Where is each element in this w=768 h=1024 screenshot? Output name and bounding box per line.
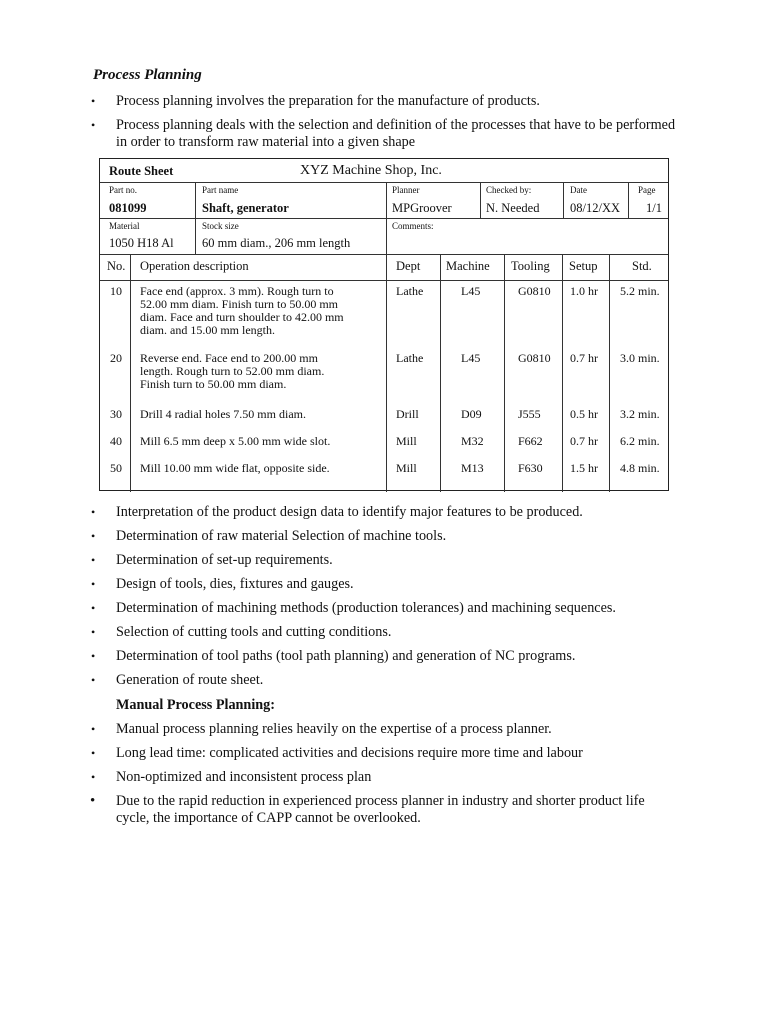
row-tooling: J555	[518, 407, 541, 421]
row-no: 30	[110, 407, 122, 421]
list-item	[0, 504, 676, 521]
row-desc-line: 52.00 mm diam. Finish turn to 50.00 mm	[140, 297, 339, 311]
list-item	[0, 600, 676, 617]
bullet-text: Determination of machining methods (production tolerances) and machining sequences.	[116, 600, 616, 616]
material-value: 1050 H18 Al	[109, 236, 174, 250]
bullet-icon: •	[91, 746, 96, 760]
row-desc-line: Finish turn to 50.00 mm diam.	[140, 377, 287, 391]
bullet-icon: •	[91, 601, 96, 615]
row-std: 4.8 min.	[620, 461, 660, 475]
row-tooling: G0810	[518, 284, 551, 298]
manual-process-planning-heading: Manual Process Planning:	[116, 697, 275, 713]
bullet-icon: •	[91, 553, 96, 567]
list-item	[0, 721, 676, 738]
col-header-machine: Machine	[446, 259, 490, 273]
col-header-setup: Setup	[569, 259, 598, 273]
list-item	[0, 624, 676, 641]
part-name-value: Shaft, generator	[202, 201, 289, 215]
bullet-text: Long lead time: complicated activities and decisions require more time and labour	[116, 745, 583, 761]
row-setup: 0.7 hr	[570, 351, 598, 365]
list-item	[0, 552, 676, 569]
part-no-value: 081099	[109, 201, 147, 215]
list-item	[0, 745, 676, 762]
row-machine: M13	[461, 461, 484, 475]
bullet-text: Generation of route sheet.	[116, 672, 264, 688]
row-setup: 0.7 hr	[570, 434, 598, 448]
row-no: 10	[110, 284, 122, 298]
bullet-icon: •	[91, 118, 96, 132]
row-std: 5.2 min.	[620, 284, 660, 298]
bullet-text: Process planning involves the preparation for the manufacture of products.	[116, 93, 540, 109]
part-no-label: Part no.	[109, 185, 137, 195]
bullet-icon: •	[90, 793, 96, 809]
row-dept: Mill	[396, 434, 417, 448]
row-machine: L45	[461, 351, 481, 365]
route-sheet-table	[99, 158, 669, 491]
row-dept: Drill	[396, 407, 419, 421]
bullet-text: Process planning deals with the selection and definition of the processes that have to be performed in order to transform raw material into a given shape	[116, 117, 676, 150]
date-value: 08/12/XX	[570, 201, 620, 215]
row-desc-line: Mill 10.00 mm wide flat, opposite side.	[140, 461, 330, 475]
col-header-dept: Dept	[396, 259, 421, 273]
route-sheet-title: Route Sheet	[109, 164, 174, 178]
list-item	[0, 648, 676, 665]
row-setup: 0.5 hr	[570, 407, 598, 421]
planner-label: Planner	[392, 185, 420, 195]
bullet-text: Determination of raw material Selection of machine tools.	[116, 528, 447, 544]
row-desc-line: Drill 4 radial holes 7.50 mm diam.	[140, 407, 306, 421]
row-no: 20	[110, 351, 122, 365]
col-header-std: Std.	[632, 259, 652, 273]
row-setup: 1.5 hr	[570, 461, 598, 475]
bullet-icon: •	[91, 625, 96, 639]
part-name-label: Part name	[202, 185, 239, 195]
row-desc-line: length. Rough turn to 52.00 mm diam.	[140, 364, 325, 378]
list-item	[0, 672, 676, 689]
row-std: 3.2 min.	[620, 407, 660, 421]
bullet-icon: •	[91, 649, 96, 663]
company-name: XYZ Machine Shop, Inc.	[300, 163, 442, 178]
stock-size-value: 60 mm diam., 206 mm length	[202, 236, 351, 250]
process-steps-list	[0, 504, 768, 696]
row-std: 3.0 min.	[620, 351, 660, 365]
list-item	[0, 528, 676, 545]
bullet-text: Interpretation of the product design data to identify major features to be produced.	[116, 504, 583, 520]
row-std: 6.2 min.	[620, 434, 660, 448]
checked-by-value: N. Needed	[486, 201, 540, 215]
row-machine: L45	[461, 284, 481, 298]
list-item	[0, 793, 676, 827]
list-item	[0, 576, 676, 593]
bullet-icon: •	[91, 770, 96, 784]
row-no: 40	[110, 434, 122, 448]
bullet-text: Non-optimized and inconsistent process plan	[116, 769, 372, 785]
row-desc-line: diam. Face and turn shoulder to 42.00 mm	[140, 310, 344, 324]
bullet-text: Selection of cutting tools and cutting conditions.	[116, 624, 392, 640]
manual-planning-list	[0, 721, 768, 834]
list-item	[0, 117, 676, 151]
col-header-tooling: Tooling	[511, 259, 550, 273]
col-header-no: No.	[107, 259, 126, 273]
row-tooling: F630	[518, 461, 543, 475]
col-header-operation: Operation description	[140, 259, 249, 273]
row-desc-line: diam. and 15.00 mm length.	[140, 323, 275, 337]
page-label: Page	[638, 185, 656, 195]
planner-value: MPGroover	[392, 201, 452, 215]
bullet-text: Due to the rapid reduction in experienced process planner in industry and shorter product life cycle, the importance of CAPP cannot be overlooked.	[116, 793, 645, 826]
row-machine: D09	[461, 407, 482, 421]
bullet-icon: •	[91, 529, 96, 543]
bullet-text: Determination of tool paths (tool path planning) and generation of NC programs.	[116, 648, 576, 664]
stock-size-label: Stock size	[202, 221, 239, 231]
bullet-icon: •	[91, 94, 96, 108]
row-desc-line: Mill 6.5 mm deep x 5.00 mm wide slot.	[140, 434, 331, 448]
page-heading: Process Planning	[93, 67, 202, 83]
intro-bullet-list	[0, 93, 768, 158]
row-dept: Mill	[396, 461, 417, 475]
bullet-text: Manual process planning relies heavily on the expertise of a process planner.	[116, 721, 552, 737]
bullet-icon: •	[91, 505, 96, 519]
row-desc-line: Reverse end. Face end to 200.00 mm	[140, 351, 318, 365]
bullet-icon: •	[91, 577, 96, 591]
page-value: 1/1	[646, 201, 662, 215]
bullet-text: Design of tools, dies, fixtures and gauges.	[116, 576, 354, 592]
bullet-icon: •	[91, 673, 96, 687]
comments-label: Comments:	[392, 221, 434, 231]
row-machine: M32	[461, 434, 484, 448]
bullet-icon: •	[91, 722, 96, 736]
row-no: 50	[110, 461, 122, 475]
row-dept: Lathe	[396, 284, 424, 298]
date-label: Date	[570, 185, 587, 195]
list-item	[0, 93, 676, 110]
row-tooling: G0810	[518, 351, 551, 365]
row-desc-line: Face end (approx. 3 mm). Rough turn to	[140, 284, 334, 298]
row-setup: 1.0 hr	[570, 284, 598, 298]
row-dept: Lathe	[396, 351, 424, 365]
bullet-text: Determination of set-up requirements.	[116, 552, 333, 568]
material-label: Material	[109, 221, 140, 231]
checked-by-label: Checked by:	[486, 185, 532, 195]
row-tooling: F662	[518, 434, 543, 448]
list-item	[0, 769, 676, 786]
